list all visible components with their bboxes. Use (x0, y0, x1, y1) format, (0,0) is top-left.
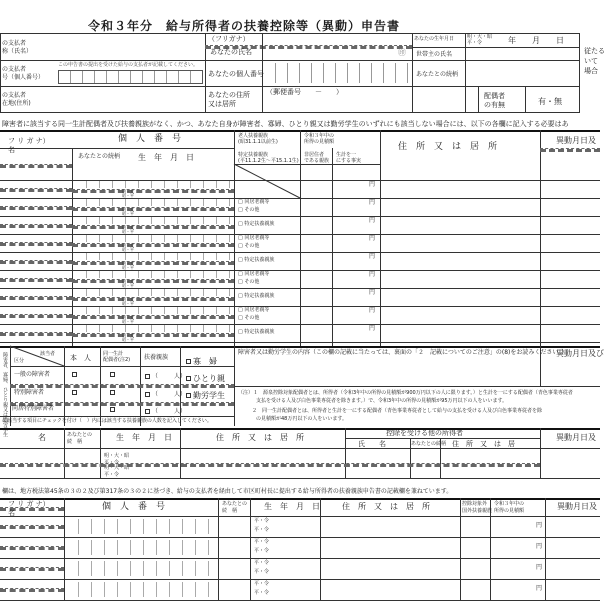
a-row-yen: 円 (369, 199, 376, 206)
a-row-opt-specified[interactable]: □ 特定扶養親族 (238, 293, 275, 299)
d-row-yen: 円 (536, 564, 543, 571)
section-a-instruction: 障害者に該当する同一生計配偶者及び扶養親族がなく、かつ、あなた自身が障害者、寡婦、ひとり親又は勤労学生のいずれにも該当しない場合には、以下の各欄に記入する必要はあ (2, 120, 569, 128)
d-row-era-2: 平・令 (254, 590, 270, 596)
c-address-col: 住 所 又 は 居 所 (216, 433, 304, 442)
b-dependent-col: 扶養親族 (144, 354, 169, 361)
d-row-number-grid[interactable] (66, 540, 216, 555)
d-row-era-1: 平・令 (254, 539, 270, 545)
d-row-address-field[interactable] (322, 539, 458, 556)
a-row-opt-specified[interactable]: □ 特定扶養親族 (238, 221, 275, 227)
relation-label: あなたとの続柄 (416, 71, 459, 78)
d-change-col: 異動月日及 (557, 502, 597, 511)
a-specified-col: 特定扶養親族 (平11.1.2生～平15.1.1生) (238, 152, 299, 164)
d-row-yen: 円 (536, 585, 543, 592)
b-self-col: 本 人 (70, 354, 91, 362)
d-row-name-field[interactable] (0, 526, 64, 536)
a-relation-col: あなたとの続柄 (78, 153, 121, 160)
c-row-2[interactable] (0, 464, 540, 477)
d-row-address-field[interactable] (322, 518, 458, 535)
spouse-options[interactable]: 有・無 (538, 97, 562, 106)
householder-field[interactable] (467, 49, 578, 59)
b-single-parent-check[interactable]: ひとり親 (186, 373, 225, 384)
b-change-col: 異動月日及び (556, 349, 604, 358)
a-row-yen: 円 (369, 307, 376, 314)
your-name-label: あなたの氏名 (210, 48, 252, 56)
d-row-era-2: 平・令 (254, 569, 270, 575)
a-row-number-grid[interactable] (74, 289, 232, 296)
a-row-mid-line (72, 297, 234, 301)
b-note2b: の見積額が48万円以下の人をいいます。 (256, 416, 347, 422)
a-row-opt-cohabit[interactable]: □ 同居老親等 (238, 271, 270, 277)
a-row-name-field[interactable] (0, 189, 72, 198)
a-row-opt-other[interactable]: □ その他 (238, 315, 260, 321)
a-row-mid-line (72, 279, 234, 283)
d-income-col: 令和３年中の 所得の見積額 (494, 501, 525, 514)
d-number-col: 個 人 番 号 (102, 502, 166, 512)
a-row-mid-line (72, 315, 234, 319)
payer-number-grid[interactable] (58, 70, 203, 84)
d-birth-col: 生 年 月 日 (264, 502, 320, 511)
d-row-yen: 円 (536, 543, 543, 550)
a-row-mid-line (72, 333, 234, 337)
b-header-slash (10, 346, 64, 366)
b-check-note: に該当する項目にチェックを付け（ ）内には該当する扶養親族の人数を記入してください。 (2, 418, 212, 424)
b-spouse-special-check[interactable] (110, 389, 117, 396)
a-row-opt-cohabit[interactable]: □ 同居老親等 (238, 199, 270, 205)
a-row-address-field[interactable] (382, 181, 538, 197)
a-row-name-field[interactable] (0, 243, 72, 252)
c-relation-col: あなたとの 続 柄 (67, 432, 93, 445)
payer-name-label: の支払者 称（氏名） (2, 40, 33, 55)
b-cohabit-special: 同居特別障害者 (12, 405, 55, 412)
a-row-era: 明・大 昭・平 (122, 279, 134, 288)
d-row-era-1: 平・令 (254, 518, 270, 524)
a-row-address-field[interactable] (382, 235, 538, 251)
d-row-yen: 円 (536, 522, 543, 529)
b-general: 一般の障害者 (14, 371, 51, 378)
a-row-mid-line (72, 261, 234, 265)
a-row-number-grid[interactable] (74, 253, 232, 260)
a-row-number-grid[interactable] (74, 325, 232, 332)
a-row-name-field[interactable] (0, 279, 72, 288)
a-row-number-grid[interactable] (74, 217, 232, 224)
b-self-general-check[interactable] (72, 371, 79, 378)
a-row-mid-line (72, 189, 234, 193)
b-spouse-general-check[interactable] (110, 371, 117, 378)
a-row-era: 明・大 昭・平 (122, 243, 134, 252)
b-dep-special-count[interactable]: （ 人） (145, 389, 186, 398)
d-furigana-col: フ リ ガ ナ） 名 (8, 500, 50, 517)
furigana-label: （フリガナ） (208, 35, 250, 43)
a-number-col: 個 人 番 号 (118, 134, 182, 144)
a-row-line (0, 342, 600, 343)
your-number-grid[interactable] (264, 63, 410, 83)
a-row-yen: 円 (369, 253, 376, 260)
a-row-era: 明・大 昭・平 (122, 189, 134, 198)
d-row-line (0, 558, 600, 559)
d-row-number-grid[interactable] (66, 582, 216, 597)
d-row-era-2: 平・令 (254, 527, 270, 533)
a-birth-col: 生 年 月 日 (138, 153, 194, 162)
a-row-opt-other[interactable]: □ その他 (238, 207, 260, 213)
your-address-field[interactable] (264, 98, 464, 111)
d-row-name-field[interactable] (0, 589, 64, 599)
b-spouse-cohabit-check[interactable] (110, 406, 117, 413)
a-nonresident-col: 非居住者 である親族 (304, 152, 330, 164)
b-dep-cohabit-count[interactable]: （ 人） (145, 406, 186, 415)
a-row-address-field[interactable] (382, 289, 538, 305)
c-change-col: 異動月日及 (556, 433, 596, 442)
your-address-label: あなたの住所 又は居所 (208, 91, 250, 108)
c-era-2: 明・大・昭 平・令 (104, 465, 130, 478)
a-income-col: 令和３年中の 所得の見積額 (304, 133, 335, 145)
a-row-number-grid[interactable] (74, 307, 232, 314)
c-other-name: 氏 名 (358, 440, 386, 448)
your-name-field[interactable] (264, 46, 394, 59)
a-row-opt-cohabit[interactable]: □ 同居老親等 (238, 307, 270, 313)
b-dep-general-count[interactable]: （ 人） (145, 371, 186, 380)
d-relation-col: あなたとの 続 柄 (222, 501, 248, 514)
b-note1b: 支払を受ける人及び白色事業専従者を除きます。）で、令和3年中の所得の見積額が95万円以下の人をいいます。 (256, 398, 508, 404)
birth-date-units: 年 月 日 (508, 36, 564, 45)
a-row-yen: 円 (369, 235, 376, 242)
b-disabled-header: 障害者、寡婦、ひとり親又は勤労学生 (2, 352, 8, 437)
a-row-number-grid[interactable] (74, 181, 232, 188)
c-other-address: 住 所 又 は 居 (452, 440, 515, 448)
d-row-era-1: 平・令 (254, 581, 270, 587)
a-row-mid-line (72, 225, 234, 229)
a-row-yen: 円 (369, 325, 376, 332)
c-other-relation: あなたとの続柄 (411, 441, 447, 447)
b-note1: （注）１ 源泉控除対象配偶者とは、所得者（令和3年中の所得の見積額が900万円以下の人に限ります。）と生計を一にする配偶者（青色事業専従者 (238, 390, 573, 396)
d-row-era-2: 平・令 (254, 548, 270, 554)
a-row-opt-specified[interactable]: □ 特定扶養親族 (238, 329, 275, 335)
d-nonres-col: 控除対象外 国外扶養親族 (462, 501, 493, 514)
d-address-col: 住 所 又 は 居 所 (342, 502, 430, 511)
a-elderly-col: 老人扶養親族 (昭31.1.1以前生) (238, 133, 278, 145)
c-era-1: 明・大・昭 平・令 (104, 453, 130, 466)
payer-address-label: の支払者 在地(住所) (2, 92, 31, 107)
a-row-address-field[interactable] (382, 253, 538, 269)
a-row-mid-line (72, 243, 234, 247)
d-row-number-grid[interactable] (66, 519, 216, 534)
c-other-deduct: 控除を受ける他の所得者 (386, 429, 463, 437)
b-applicable-col: 該当者 (40, 351, 56, 357)
a-row-address-field[interactable] (382, 307, 538, 323)
a-change-col: 異動月日及 (556, 136, 596, 145)
a-address-col: 住 所 又 は 居 所 (398, 142, 498, 152)
b-widow-check[interactable]: 寡 婦 (186, 356, 217, 367)
payer-number-label: の支払者 号（個人番号） (2, 66, 45, 81)
d-row-address-field[interactable] (322, 581, 458, 598)
a-row-name-field[interactable] (0, 207, 72, 216)
a-row-yen: 円 (369, 181, 376, 188)
d-row-line (0, 579, 600, 580)
b-type-col: 区分 (14, 358, 25, 364)
a-student-col: 生計を一 にする事実 (336, 152, 362, 164)
a-row-opt-other[interactable]: □ その他 (238, 279, 260, 285)
your-number-label: あなたの個人番号 (208, 70, 264, 78)
a-row-era: 明・大 昭・平 (122, 225, 134, 234)
payer-name-field[interactable] (58, 36, 203, 58)
a-row-era: 明・大 昭・平 (122, 261, 134, 270)
householder-label: 世帯主の氏名 (416, 51, 453, 58)
d-note: 欄は、地方税法第45条の３の２及び第317条の３の２に基づき、給与の支払者を経由して市区町村長に提出する給与所得者の扶養親族申告書の記載欄を兼ねています。 (2, 488, 453, 495)
form-title: 令和３年分 給与所得者の扶養控除等（異動）申告書 (88, 19, 401, 33)
d-row-number-grid[interactable] (66, 561, 216, 576)
c-name-col: 名 (38, 433, 46, 442)
a-row-number-grid[interactable] (74, 199, 232, 206)
a-row-era: 明・大 昭・平 (122, 333, 134, 342)
a-row-name-field[interactable] (0, 261, 72, 270)
era-options: 明・大・昭 平・令 (467, 34, 493, 46)
b-special: 特別障害者 (14, 389, 45, 396)
a-row-name-field[interactable] (0, 333, 72, 342)
b-student-check[interactable]: 勤労学生 (186, 390, 225, 401)
c-birth-col: 生 年 月 日 (116, 433, 172, 442)
a-row-name-field[interactable] (0, 225, 72, 234)
a-row-yen: 円 (369, 217, 376, 224)
a-row-opt-cohabit[interactable]: □ 同居老親等 (238, 235, 270, 241)
a-row-yen: 円 (369, 271, 376, 278)
relation-field[interactable] (467, 63, 578, 83)
d-row-line (0, 537, 600, 538)
b-details-label: 障害者又は勤労学生の内容（この欄の記載に当たっては、裏面の「２ 記載についてのご注意」の(8)をお読みください。） (238, 349, 568, 356)
spouse-label: 配偶者 の有無 (484, 92, 505, 109)
d-row-era-1: 平・令 (254, 560, 270, 566)
a-row-era: 明・大 昭・平 (122, 315, 134, 324)
d-row-address-field[interactable] (322, 560, 458, 577)
a-row-opt-specified[interactable]: □ 特定扶養親族 (238, 257, 275, 263)
a-row-address-field[interactable] (382, 271, 538, 287)
a-row-address-field[interactable] (382, 217, 538, 233)
b-note2: ２ 同一生計配偶者とは、所得者と生計を一にする配偶者（青色事業専従者として給与の支払を受ける人及び白色事業専従者を除 (252, 408, 543, 414)
a-row-mid-line (72, 207, 234, 211)
a-row-name-field[interactable] (0, 315, 72, 324)
b-details-field[interactable] (236, 358, 538, 384)
c-row-1[interactable] (0, 449, 540, 462)
birth-label: あなたの生年月日 (414, 36, 455, 42)
payer-number-note: この申告書の提出を受けた給与の支払者が記載してください。 (58, 62, 199, 68)
b-self-special-check[interactable] (72, 389, 79, 396)
payer-address-field[interactable] (58, 88, 203, 111)
a-row-yen: 円 (369, 289, 376, 296)
b-spouse-col: 同一生計 配偶者(注2) (103, 351, 131, 363)
postal-label: （郵便番号 － ） (266, 88, 343, 96)
d-row-name-field[interactable] (0, 568, 64, 578)
a-elderly-slash (234, 164, 300, 198)
a-furigana-col: フ リ ガ ナ） 名 (8, 137, 50, 154)
a-row-era: 明・大 昭・平 (122, 297, 134, 306)
a-row-number-grid[interactable] (74, 235, 232, 242)
a-row-name-field[interactable] (0, 297, 72, 306)
d-row-name-field[interactable] (0, 547, 64, 557)
a-row-era: 明・大 昭・平 (122, 207, 134, 216)
right-edge-label: 従たる いて 場合 (584, 47, 605, 75)
a-row-number-grid[interactable] (74, 271, 232, 278)
seal-mark: ㊞ (398, 48, 406, 57)
a-row-opt-other[interactable]: □ その他 (238, 243, 260, 249)
a-row-address-field[interactable] (382, 199, 538, 215)
a-row-address-field[interactable] (382, 325, 538, 341)
